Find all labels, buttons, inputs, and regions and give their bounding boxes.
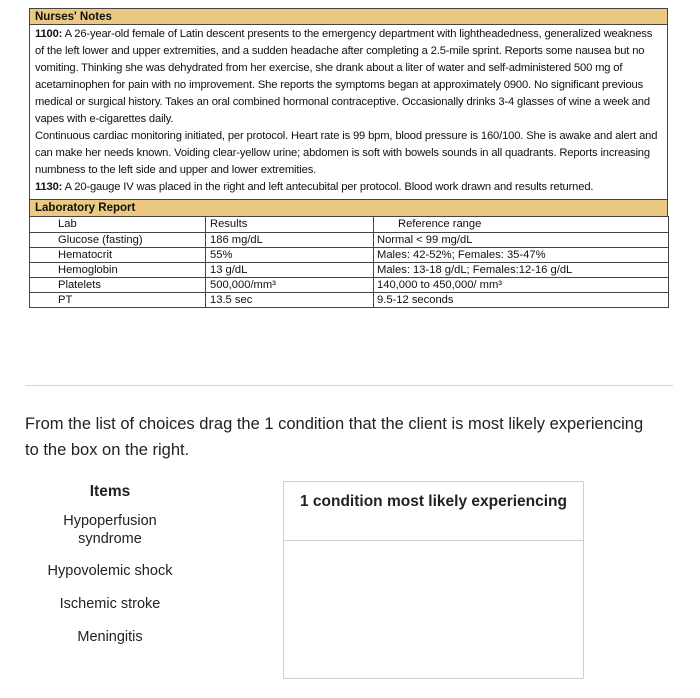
items-list [25,481,195,646]
answer-drop-box [283,481,584,679]
lab-reference: Normal < 99 mg/dL [374,233,669,248]
lab-reference: 140,000 to 450,000/ mm³ [374,278,669,293]
choice-hypovolemic-shock[interactable]: Hypovolemic shock [47,563,173,579]
drop-box-title: 1 condition most likely experiencing [284,482,583,541]
note-entry-1130 [35,179,662,196]
lab-name: Glucose (fasting) [30,233,206,248]
note-text: Continuous cardiac monitoring initiated, per protocol. Heart rate is 99 bpm, blood pressure is 160/100. She is awake and alert and can make her needs known. Voiding clear-yellow urine; abdomen is soft with bowels sounds in all quadrants. Reports increasing numbness to the left side and upper and lower extremities. [35,130,658,176]
nurses-notes-document [29,8,668,308]
items-title: Items [89,483,131,500]
column-header-results: Results [206,217,374,233]
nurses-notes-body [29,24,668,200]
column-header-lab: Lab [30,217,206,233]
lab-name: Hematocrit [30,248,206,263]
choice-ischemic-stroke[interactable]: Ischemic stroke [59,596,161,612]
table-row [30,293,669,308]
choice-meningitis[interactable]: Meningitis [77,629,143,645]
note-entry-continued [35,128,662,179]
column-header-reference-range: Reference range [374,217,669,233]
question-prompt: From the list of choices drag the 1 condition that the client is most likely experiencing to the box on the right. [25,415,644,459]
table-row [30,248,669,263]
nurses-notes-header: Nurses' Notes [29,8,668,24]
note-time: 1100: [35,28,63,40]
lab-result: 186 mg/dL [206,233,374,248]
table-row [30,278,669,293]
note-time: 1130: [35,181,63,193]
lab-reference: Males: 13-18 g/dL; Females:12-16 g/dL [374,263,669,278]
lab-name: PT [30,293,206,308]
note-text: A 26-year-old female of Latin descent presents to the emergency department with lightheadedness, generalized weakness of the left lower and upper extremities, and a sudden headache after completing a 2.5-mile sprint. Reports some nausea but no vomiting. Thinking she was dehydrated from her exercise, she drank about a liter of water and self-administered 500 mg of acetaminophen for pain with no improvement. She reports the symptoms began at approximately 0900. No significant previous medical or surgical history. Takes an oral combined hormonal contraceptive. Occasionally drinks 3-4 glasses of wine a week and vapes with e-cigarettes daily. [35,28,653,125]
lab-reference: 9.5-12 seconds [374,293,669,308]
section-divider [25,385,673,386]
lab-report-table [29,216,669,308]
lab-result: 500,000/mm³ [206,278,374,293]
lab-report-header: Laboratory Report [29,200,668,216]
table-row [30,233,669,248]
drop-zone[interactable] [284,541,583,678]
lab-result: 13.5 sec [206,293,374,308]
choice-hypoperfusion-syndrome[interactable]: Hypoperfusion syndrome [63,513,157,547]
lab-table-header-row [30,217,669,233]
note-text: A 20-gauge IV was placed in the right and left antecubital per protocol. Blood work drawn and results returned. [62,181,594,193]
lab-result: 13 g/dL [206,263,374,278]
lab-result: 55% [206,248,374,263]
lab-name: Platelets [30,278,206,293]
note-entry-1100 [35,26,662,128]
table-row [30,263,669,278]
lab-reference: Males: 42-52%; Females: 35-47% [374,248,669,263]
lab-name: Hemoglobin [30,263,206,278]
